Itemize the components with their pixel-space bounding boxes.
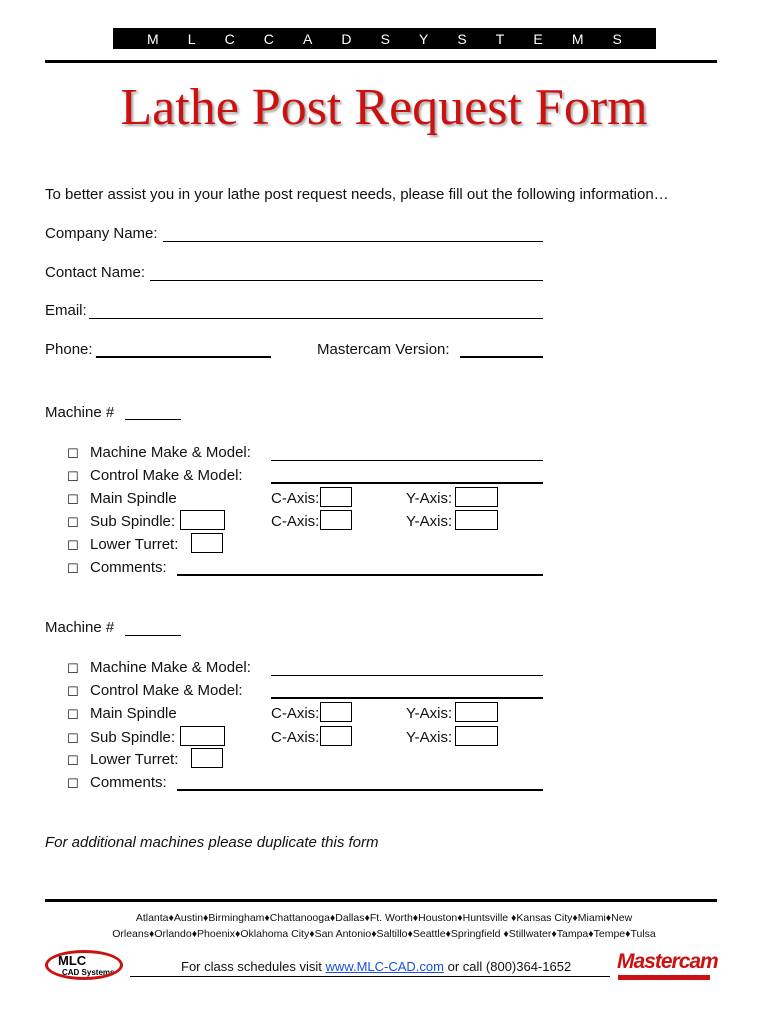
control-make-model-label: Control Make & Model: — [90, 467, 243, 484]
phone-label: Phone: — [45, 341, 93, 358]
main-spindle-label: Main Spindle — [90, 705, 177, 722]
c-axis-label: C-Axis: — [271, 729, 320, 746]
banner-letter: S — [380, 30, 390, 47]
contact-name-label: Contact Name: — [45, 264, 146, 281]
c-axis-box[interactable] — [320, 702, 352, 722]
footer-divider — [45, 899, 717, 902]
banner-letter: D — [341, 30, 352, 47]
checkbox-icon[interactable]: ☐ — [67, 707, 79, 722]
banner-letter: S — [457, 30, 467, 47]
banner-letter: A — [302, 30, 313, 47]
sub-spindle-box[interactable] — [180, 726, 225, 746]
checkbox-icon[interactable]: ☐ — [67, 446, 79, 461]
checkbox-icon[interactable]: ☐ — [67, 515, 79, 530]
comments-input[interactable] — [177, 574, 543, 576]
sub-spindle-label: Sub Spindle: — [90, 729, 176, 746]
c-axis-label: C-Axis: — [271, 490, 320, 507]
control-make-model-label: Control Make & Model: — [90, 682, 243, 699]
mlc-logo-text: MLC — [58, 953, 87, 968]
comments-label: Comments: — [90, 774, 167, 791]
machine-number-input[interactable] — [125, 419, 181, 420]
visit-suffix: or call (800)364-1652 — [447, 959, 572, 974]
banner-letter: S — [612, 30, 622, 47]
checkbox-icon[interactable]: ☐ — [67, 561, 79, 576]
machine-make-model-label: Machine Make & Model: — [90, 444, 251, 461]
lower-turret-label: Lower Turret: — [90, 751, 179, 768]
company-name-label: Company Name: — [45, 225, 158, 242]
c-axis-box[interactable] — [320, 726, 352, 746]
banner-letter: C — [224, 30, 235, 47]
control-make-model-input[interactable] — [271, 697, 543, 699]
machine-heading: Machine # — [45, 404, 115, 421]
intro-text: To better assist you in your lathe post request needs, please fill out the following information… — [45, 186, 669, 203]
mastercam-version-input[interactable] — [460, 356, 543, 358]
sub-spindle-label: Sub Spindle: — [90, 513, 176, 530]
footer-contact-line — [181, 959, 571, 974]
comments-input[interactable] — [177, 789, 543, 791]
y-axis-box[interactable] — [455, 510, 498, 530]
machine-heading: Machine # — [45, 619, 115, 636]
c-axis-label: C-Axis: — [271, 705, 320, 722]
banner-letter: M — [571, 30, 584, 47]
banner-letter: E — [533, 30, 543, 47]
checkbox-icon[interactable]: ☐ — [67, 684, 79, 699]
cities-line-1: Atlanta♦Austin♦Birmingham♦Chattanooga♦Dallas♦Ft. Worth♦Houston♦Huntsville ♦Kansas City♦Miami♦New — [135, 912, 633, 924]
mastercam-logo: Mastercam — [617, 950, 718, 973]
comments-label: Comments: — [90, 559, 167, 576]
y-axis-box[interactable] — [455, 487, 498, 507]
control-make-model-input[interactable] — [271, 482, 543, 484]
company-banner — [113, 28, 656, 49]
main-spindle-label: Main Spindle — [90, 490, 177, 507]
banner-letter: Y — [418, 30, 429, 47]
y-axis-label: Y-Axis: — [406, 490, 453, 507]
contact-name-input[interactable] — [150, 280, 543, 281]
y-axis-label: Y-Axis: — [406, 513, 453, 530]
checkbox-icon[interactable]: ☐ — [67, 469, 79, 484]
banner-letter: L — [187, 30, 196, 47]
banner-letter: M — [147, 30, 159, 47]
checkbox-icon[interactable]: ☐ — [67, 538, 79, 553]
checkbox-icon[interactable]: ☐ — [67, 753, 79, 768]
y-axis-label: Y-Axis: — [406, 705, 453, 722]
banner-letter: C — [263, 30, 274, 47]
mlc-logo-subtext: CAD Systems — [62, 968, 115, 977]
lower-turret-label: Lower Turret: — [90, 536, 179, 553]
machine-make-model-input[interactable] — [271, 675, 543, 676]
phone-input[interactable] — [96, 356, 271, 358]
email-label: Email: — [45, 302, 87, 319]
checkbox-icon[interactable]: ☐ — [67, 731, 79, 746]
y-axis-box[interactable] — [455, 702, 498, 722]
machine-number-input[interactable] — [125, 635, 181, 636]
mastercam-version-label: Mastercam Version: — [317, 341, 450, 358]
c-axis-label: C-Axis: — [271, 513, 320, 530]
website-link[interactable]: www.MLC-CAD.com — [325, 959, 444, 974]
y-axis-box[interactable] — [455, 726, 498, 746]
duplicate-note: For additional machines please duplicate this form — [45, 834, 379, 851]
page-title: Lathe Post Request Form — [120, 79, 648, 136]
c-axis-box[interactable] — [320, 487, 352, 507]
checkbox-icon[interactable]: ☐ — [67, 776, 79, 791]
lower-turret-box[interactable] — [191, 533, 223, 553]
mastercam-logo-bar — [618, 975, 710, 980]
visit-prefix: For class schedules visit — [181, 959, 322, 974]
checkbox-icon[interactable]: ☐ — [67, 661, 79, 676]
machine-make-model-input[interactable] — [271, 460, 543, 461]
sub-spindle-box[interactable] — [180, 510, 225, 530]
y-axis-label: Y-Axis: — [406, 729, 453, 746]
cities-line-2: Orleans♦Orlando♦Phoenix♦Oklahoma City♦San Antonio♦Saltillo♦Seattle♦Springfield ♦Stillwater♦Tampa♦Tempe♦Tulsa — [112, 928, 656, 940]
footer-underline — [130, 976, 610, 977]
header-divider — [45, 60, 717, 63]
checkbox-icon[interactable]: ☐ — [67, 492, 79, 507]
c-axis-box[interactable] — [320, 510, 352, 530]
machine-make-model-label: Machine Make & Model: — [90, 659, 251, 676]
banner-letter: T — [495, 30, 505, 47]
company-name-input[interactable] — [163, 241, 543, 242]
mlc-logo — [45, 950, 123, 980]
email-input[interactable] — [89, 318, 543, 319]
lower-turret-box[interactable] — [191, 748, 223, 768]
